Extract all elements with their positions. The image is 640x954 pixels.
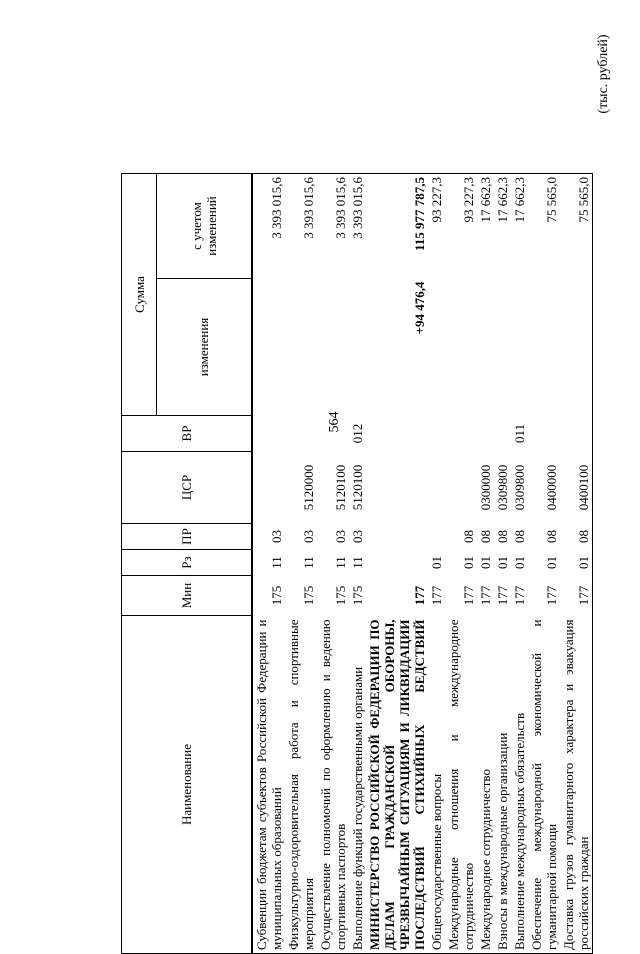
row-change: +94 476,4 <box>411 281 427 335</box>
header-vr: ВР <box>122 416 252 452</box>
row-rz: 01 <box>494 556 510 569</box>
row-min: 177 <box>511 585 527 606</box>
table-row <box>428 174 445 954</box>
row-csr <box>428 452 445 524</box>
row-csr: 0400100 <box>560 452 593 524</box>
table-row <box>366 174 428 954</box>
row-name: Субвенции бюджетам субъектов Российской Федерации и муниципальных образований <box>252 616 285 954</box>
header-sum: Сумма <box>122 174 157 416</box>
header-min: Мин <box>122 576 252 616</box>
row-vr: 012 <box>349 423 365 444</box>
row-name: Физкультурно-оздоровительная работа и спортивные мероприятия <box>285 616 317 954</box>
row-total: 3 393 015,6 <box>252 174 285 279</box>
row-total: 93 227,3 <box>428 174 445 279</box>
row-min: 175 <box>332 585 348 606</box>
row-csr: 0400000 <box>543 464 559 511</box>
row-csr: 0309800 <box>494 464 510 511</box>
row-total: 17 662,3 <box>511 174 528 279</box>
row-rz: 01 <box>477 556 493 569</box>
table-row <box>494 174 511 954</box>
row-vr <box>560 416 593 452</box>
row-rz: 01 <box>511 556 527 569</box>
row-total: 3 393 015,6 <box>349 174 366 279</box>
row-change <box>494 279 511 416</box>
row-change <box>477 279 494 416</box>
row-csr <box>366 452 428 524</box>
header-changes: изменения <box>157 279 252 416</box>
row-vr <box>494 416 511 452</box>
row-vr <box>428 416 445 452</box>
row-csr: 5120100 <box>349 464 365 511</box>
row-vr <box>366 416 428 452</box>
row-change <box>285 279 317 416</box>
header-csr: ЦСР <box>122 452 252 524</box>
row-name: Выполнение функций государственными органами <box>349 616 366 954</box>
table-row <box>349 174 366 954</box>
table-row <box>528 174 560 954</box>
budget-table <box>121 173 593 954</box>
table-row <box>445 174 477 954</box>
row-total: 93 227,3 <box>445 174 477 279</box>
row-total: 17 662,3 <box>477 174 494 279</box>
row-change <box>349 279 366 416</box>
table-row <box>477 174 494 954</box>
row-rz: 11 <box>349 556 365 569</box>
row-vr <box>445 416 477 452</box>
row-name: Доставка грузов гуманитарного характера и эвакуация российских граждан <box>560 616 593 954</box>
row-csr: 0309800 <box>511 464 527 511</box>
row-rz: 11 <box>332 556 348 569</box>
row-change <box>560 279 593 416</box>
row-name: Международное сотрудничество <box>477 616 494 954</box>
row-pr <box>428 524 445 550</box>
row-min: 177 <box>460 585 476 606</box>
row-vr <box>528 416 560 452</box>
row-min: 175 <box>268 585 284 606</box>
row-min: 177 <box>411 585 427 606</box>
row-total: 75 565,0 <box>528 174 560 279</box>
row-pr: 08 <box>494 530 510 543</box>
table-row <box>511 174 528 954</box>
row-csr: 0300000 <box>477 464 493 511</box>
row-min: 175 <box>300 585 316 606</box>
row-pr: 03 <box>268 530 284 543</box>
row-total: 115 977 787,5 <box>366 174 428 279</box>
header-rz: Рз <box>122 550 252 576</box>
row-name: Осуществление полномочий по оформлению и ведению спортивных паспортов <box>317 616 349 954</box>
row-total: 17 662,3 <box>494 174 511 279</box>
row-rz <box>366 550 428 576</box>
row-pr: 03 <box>332 530 348 543</box>
row-vr <box>285 416 317 452</box>
row-min: 177 <box>494 585 510 606</box>
row-change <box>445 279 477 416</box>
row-pr: 08 <box>511 530 527 543</box>
row-name: Обеспечение международной экономической и гуманитарной помощи <box>528 616 560 954</box>
table-row <box>560 174 593 954</box>
row-rz: 01 <box>460 556 476 569</box>
header-with-changes: с учетом изменений <box>157 174 252 279</box>
row-rz: 01 <box>543 556 559 569</box>
row-min: 177 <box>560 576 593 616</box>
row-csr <box>252 452 285 524</box>
row-vr: 011 <box>511 423 527 444</box>
row-change <box>317 279 349 416</box>
table-row <box>317 174 349 954</box>
row-csr <box>445 452 477 524</box>
header-pr: ПР <box>122 524 252 550</box>
row-rz: 01 <box>428 556 444 569</box>
row-vr <box>477 416 494 452</box>
row-change <box>511 279 528 416</box>
row-csr: 5120000 <box>300 464 316 511</box>
row-total: 3 393 015,6 <box>285 174 317 279</box>
row-name: Взносы в международные организации <box>494 616 511 954</box>
table-header <box>122 174 252 954</box>
row-total: 3 393 015,6 <box>317 174 349 279</box>
budget-table-container <box>121 174 597 954</box>
table-row <box>285 174 317 954</box>
header-name: Наименование <box>122 616 252 954</box>
row-name: МИНИСТЕРСТВО РОССИЙСКОЙ ФЕДЕРАЦИИ ПО ДЕЛАМ ГРАЖДАНСКОЙ ОБОРОНЫ, ЧРЕЗВЫЧАЙНЫМ СИТУАЦИЯМ И ЛИКВИДАЦИИ ПОСЛЕДСТВИЙ СТИХИЙНЫХ БЕДСТВИЙ <box>366 616 428 954</box>
row-pr: 08 <box>560 524 593 550</box>
row-csr: 5120100 <box>332 464 348 511</box>
row-change <box>428 279 445 416</box>
row-min: 177 <box>543 585 559 606</box>
row-pr: 08 <box>543 530 559 543</box>
units-label: (тыс. рублей) <box>596 34 611 114</box>
row-min: 175 <box>349 585 365 606</box>
row-rz: 11 <box>300 556 316 569</box>
row-change <box>252 279 285 416</box>
row-change <box>528 279 560 416</box>
row-rz: 11 <box>268 556 284 569</box>
row-pr: 08 <box>477 530 493 543</box>
row-pr <box>366 524 428 550</box>
page-number: 564 <box>327 411 342 433</box>
table-body <box>252 174 593 954</box>
row-total: 75 565,0 <box>560 174 593 279</box>
row-pr: 08 <box>460 530 476 543</box>
row-rz: 01 <box>560 550 593 576</box>
row-pr: 03 <box>300 530 316 543</box>
row-name: Общегосударственные вопросы <box>428 616 445 954</box>
row-vr <box>317 416 349 452</box>
row-pr: 03 <box>349 530 365 543</box>
row-min: 177 <box>477 585 493 606</box>
table-row <box>252 174 285 954</box>
row-min: 177 <box>428 585 444 606</box>
row-vr <box>252 416 285 452</box>
row-name: Выполнение международных обязательств <box>511 616 528 954</box>
row-name: Международные отношения и международное сотрудничество <box>445 616 477 954</box>
